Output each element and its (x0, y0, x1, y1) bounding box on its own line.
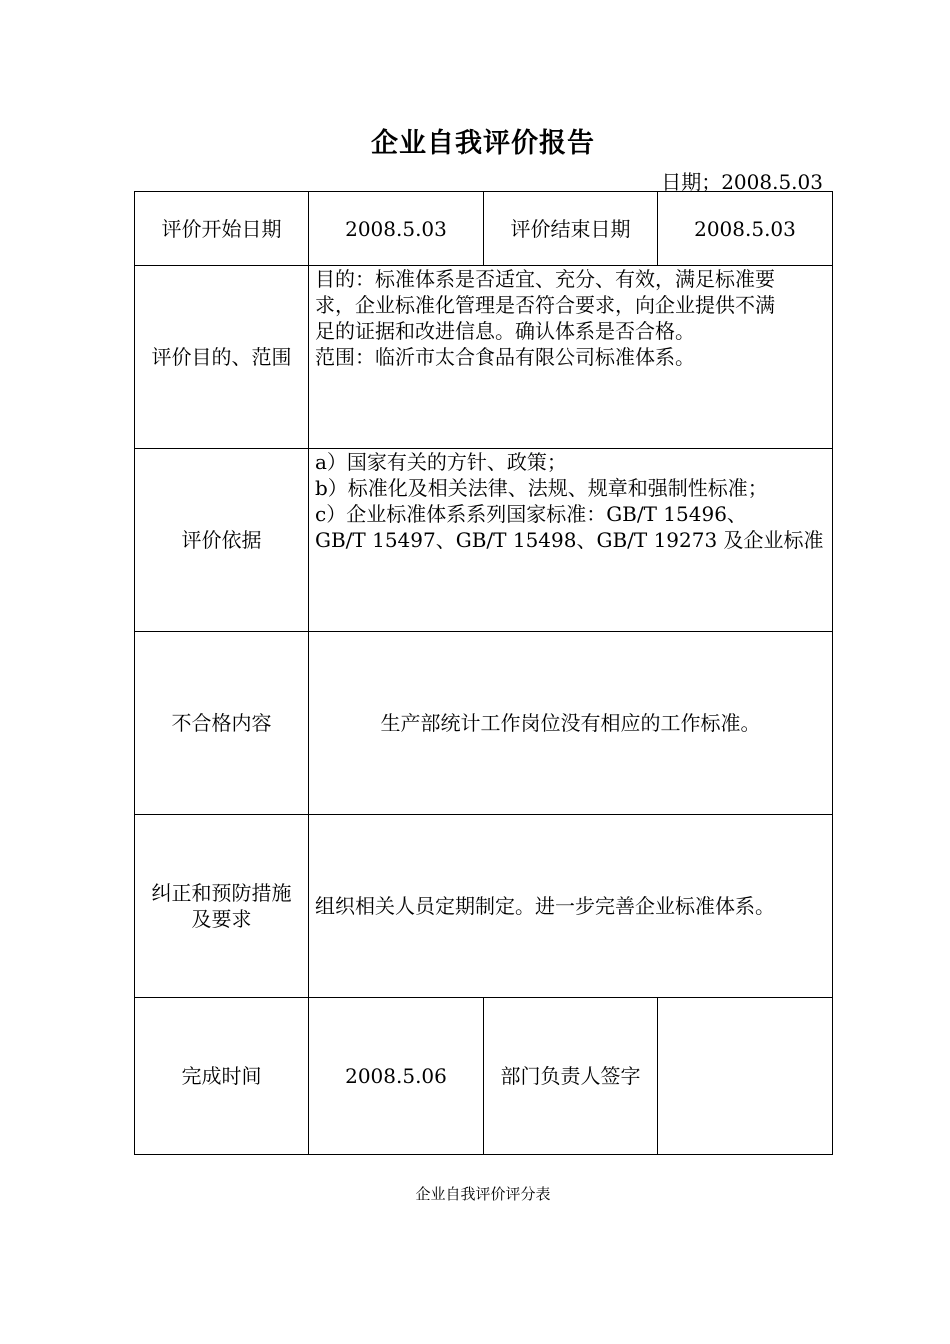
completion-value: 2008.5.06 (309, 998, 484, 1155)
nonconformity-value: 生产部统计工作岗位没有相应的工作标准。 (309, 632, 833, 815)
end-date-value: 2008.5.03 (658, 192, 833, 266)
footer-caption: 企业自我评价评分表 (415, 1185, 551, 1203)
purpose-line: 求，企业标准化管理是否符合要求，向企业提供不满 (315, 293, 775, 317)
signature-label: 部门负责人签字 (484, 998, 658, 1155)
report-date: 日期；2008.5.03 (661, 170, 823, 194)
corrective-label-line: 及要求 (191, 907, 252, 931)
corrective-value: 组织相关人员定期制定。进一步完善企业标准体系。 (309, 815, 833, 998)
basis-line: a）国家有关的方针、政策； (315, 450, 567, 474)
corrective-label (135, 815, 309, 998)
completion-row (135, 998, 833, 1155)
basis-content (309, 449, 833, 632)
signature-field[interactable] (658, 998, 833, 1155)
nonconformity-row (135, 632, 833, 815)
completion-label: 完成时间 (135, 998, 309, 1155)
nonconformity-label: 不合格内容 (135, 632, 309, 815)
purpose-row (135, 266, 833, 449)
start-date-value: 2008.5.03 (309, 192, 484, 266)
report-title: 企业自我评价报告 (371, 128, 595, 159)
purpose-line: 足的证据和改进信息。确认体系是否合格。 (315, 319, 695, 343)
purpose-content (309, 266, 833, 449)
start-date-label: 评价开始日期 (135, 192, 309, 266)
scope-line: 范围：临沂市太合食品有限公司标准体系。 (315, 345, 695, 369)
basis-line: GB/T 15497、GB/T 15498、GB/T 19273 及企业标准 (315, 528, 824, 552)
basis-line: c）企业标准体系系列国家标准：GB/T 15496、 (315, 502, 747, 526)
date-row (135, 192, 833, 266)
corrective-row (135, 815, 833, 998)
corrective-label-line: 纠正和预防措施 (151, 881, 292, 905)
basis-label: 评价依据 (135, 449, 309, 632)
evaluation-table (134, 191, 833, 1155)
purpose-label: 评价目的、范围 (135, 266, 309, 449)
basis-row (135, 449, 833, 632)
basis-line: b）标准化及相关法律、法规、规章和强制性标准； (315, 476, 768, 500)
purpose-line: 目的：标准体系是否适宜、充分、有效，满足标准要 (315, 267, 775, 291)
end-date-label: 评价结束日期 (484, 192, 658, 266)
